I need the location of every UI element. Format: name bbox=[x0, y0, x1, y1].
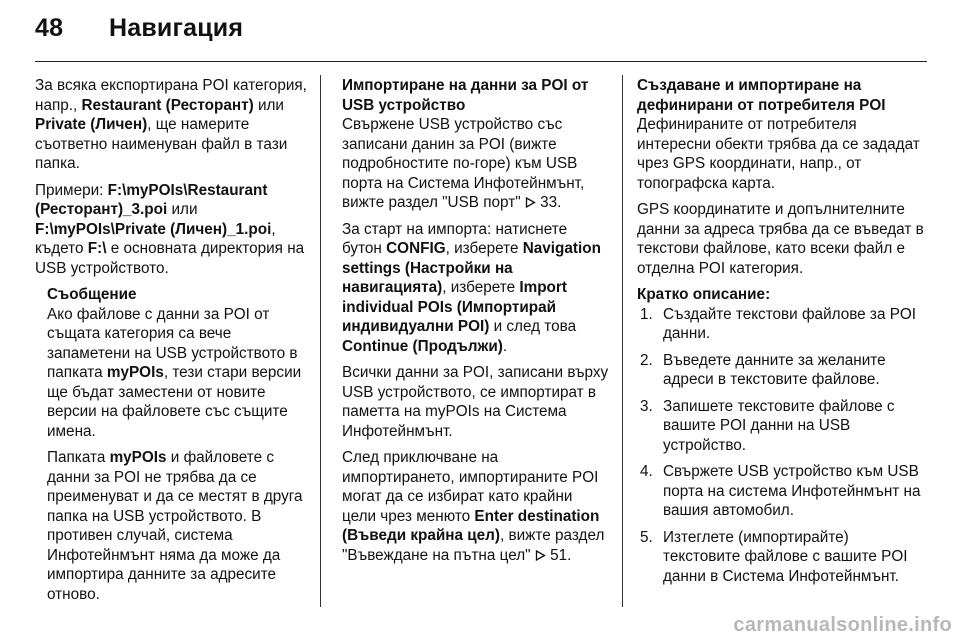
step-text: Изтеглете (импортирайте) текстовите файлове с вашите POI данни в Система Инфотейнмънт. bbox=[663, 528, 908, 585]
text: Папката bbox=[47, 449, 110, 466]
text: Ако файлове с данни за POI от същата категория са вече запаметени на USB устройството в папката bbox=[47, 305, 298, 381]
step-number: 5. bbox=[640, 528, 653, 546]
paragraph: Дефинираните от потребителя интересни обекти трябва да се зададат чрез GPS координати, напр., от топографска карта. bbox=[637, 116, 920, 192]
text: , изберете bbox=[442, 279, 520, 296]
text: и след това bbox=[489, 318, 577, 335]
step-text: Запишете текстовите файлове с вашите POI данни на USB устройство. bbox=[663, 397, 895, 454]
section-heading: Импортиране на данни за POI от USB устройство bbox=[342, 77, 589, 114]
triangle-right-icon bbox=[525, 194, 536, 211]
step-text: Свържете USB устройство към USB порта на система Инфотейнмънт на вашия автомобил. bbox=[663, 463, 921, 519]
list-item bbox=[637, 397, 927, 456]
paragraph bbox=[342, 220, 610, 357]
text: , тези стари версии ще бъдат заместени от новите версии на файловете със същите имена. bbox=[47, 364, 302, 440]
step-number: 1. bbox=[640, 305, 653, 323]
note-box bbox=[35, 285, 307, 604]
triangle-right-icon bbox=[535, 547, 546, 564]
page-reference: 51 bbox=[550, 546, 568, 564]
file-path: F:\myPOIs\Private (Личен)_1.poi bbox=[35, 220, 272, 238]
menu-label: Continue (Продължи) bbox=[342, 337, 503, 355]
column-divider bbox=[320, 75, 321, 607]
watermark: carmanualsonline.info bbox=[733, 614, 952, 636]
paragraph bbox=[35, 76, 307, 174]
list-item bbox=[637, 528, 927, 587]
paragraph: Свържене USB устройство със записани данин за POI (вижте подробностите по-горе) към USB порта на Система Инфотейнмънт, вижте раздел "USB порт" 33. bbox=[342, 116, 585, 211]
text: Примери: bbox=[35, 181, 108, 199]
text: е основната директория на USB устройството. bbox=[35, 240, 305, 277]
text: За старт на импорта: натиснете бутон bbox=[342, 220, 568, 257]
text: , където bbox=[35, 220, 276, 257]
paragraph bbox=[35, 181, 307, 279]
step-number: 3. bbox=[640, 397, 653, 415]
text: или bbox=[167, 201, 198, 218]
steps-list bbox=[637, 305, 927, 587]
text: , вижте раздел "Въвеждане на пътна цел" bbox=[342, 527, 605, 564]
paragraph: Всички данни за POI, записани върху USB устройството, се импортират в паметта на myPOIs на Система Инфотейнмънт. bbox=[342, 364, 609, 440]
text: и файловете с данни за POI не трябва да се преименуват и да се местят в друга папка на USB устройството. В противен случай, система Инфотейнмънт няма да може да импортира данните за адресите отново. bbox=[47, 449, 303, 603]
text: Свържене USB устройство със записани данин за POI (вижте подробностите по-горе) към USB порта на Система Инфотейнмънт, вижте раздел "USB порт" bbox=[342, 116, 585, 211]
column-middle bbox=[342, 76, 610, 572]
page-header bbox=[35, 14, 243, 43]
paragraph bbox=[47, 448, 307, 604]
step-number: 2. bbox=[640, 351, 653, 369]
menu-label: Enter destination (Въведи крайна цел) bbox=[342, 507, 600, 544]
step-number: 4. bbox=[640, 463, 653, 480]
page-number: 48 bbox=[35, 14, 64, 42]
paragraph bbox=[47, 305, 307, 442]
note-title: Съобщение bbox=[47, 286, 137, 303]
column-left bbox=[35, 76, 307, 611]
button-label: CONFIG bbox=[386, 240, 446, 257]
file-path: F:\myPOIs\Restaurant (Ресторант)_3.poi bbox=[35, 181, 268, 218]
paragraph: След приключване на импортирането, импортираните POI могат да се избират като крайни цели чрез менюто Enter destination (Въведи крайна цел), вижте раздел "Въвеждане на пътна цел" 51. bbox=[342, 449, 605, 564]
menu-label: Import individual POIs (Импортирай индивидуални POI) bbox=[342, 279, 567, 335]
list-item bbox=[637, 462, 927, 521]
text: , ще намерите съответно наименуван файл в тази папка. bbox=[35, 116, 288, 172]
page-title: Навигация bbox=[109, 14, 244, 42]
column-right bbox=[637, 76, 927, 593]
folder-name: myPOIs bbox=[109, 449, 167, 466]
step-text: Създайте текстови файлове за POI данни. bbox=[663, 305, 917, 342]
text: След приключване на импортирането, импортираните POI могат да се избират като крайни цели чрез менюто bbox=[342, 449, 599, 525]
menu-label: Private (Личен) bbox=[35, 116, 148, 133]
column-divider bbox=[622, 75, 623, 607]
header-rule bbox=[35, 61, 927, 62]
list-item bbox=[637, 305, 927, 344]
menu-label: Restaurant (Ресторант) bbox=[81, 96, 254, 114]
text: или bbox=[253, 96, 284, 114]
list-item bbox=[637, 351, 927, 390]
file-path: F:\ bbox=[87, 240, 107, 257]
step-text: Въведете данните за желаните адреси в текстовите файлове. bbox=[663, 351, 886, 388]
text: За всяка експортирана POI категория, напр., bbox=[35, 77, 307, 114]
summary-title: Кратко описание: bbox=[637, 286, 771, 303]
page-reference: 33 bbox=[540, 194, 558, 211]
paragraph: GPS координатите и допълнителните данни за адреса трябва да се въведат в текстови файлове, като всеки файл е отделна POI категория. bbox=[637, 201, 924, 277]
text: , изберете bbox=[445, 240, 523, 257]
folder-name: myPOIs bbox=[106, 364, 164, 381]
text: . bbox=[502, 337, 508, 355]
section-heading: Създаване и импортиране на дефинирани от потребителя POI bbox=[637, 77, 886, 114]
menu-label: Navigation settings (Настройки на навигацията) bbox=[342, 240, 601, 296]
